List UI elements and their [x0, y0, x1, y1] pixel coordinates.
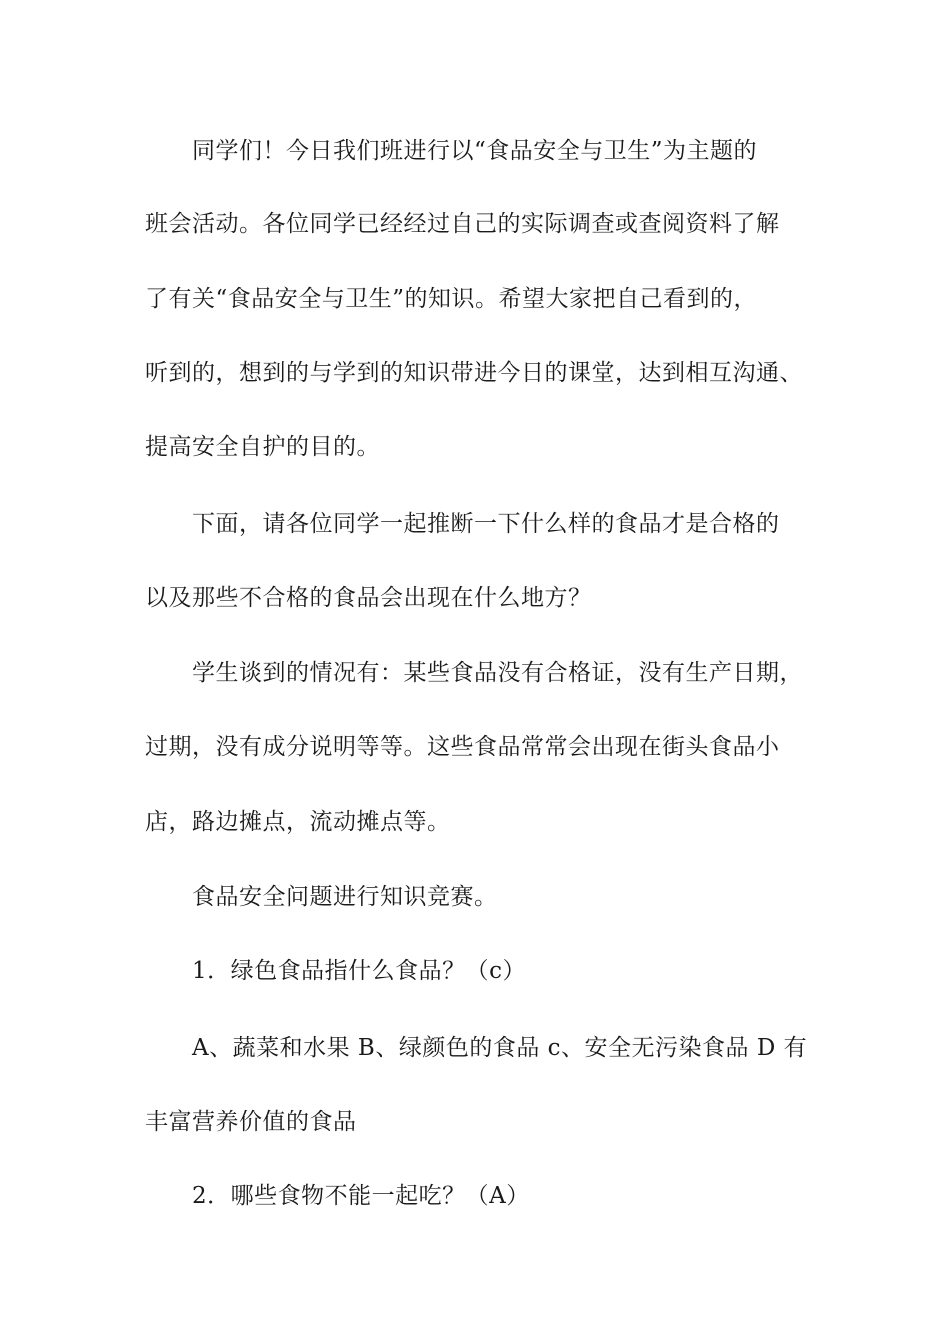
paragraph-3-line-3: 店，路边摊点，流动摊点等。 — [145, 809, 451, 835]
paragraph-4-line-1: 食品安全问题进行知识竞赛。 — [192, 884, 498, 910]
paragraph-1-line-4: 听到的，想到的与学到的知识带进今日的课堂，达到相互沟通、 — [145, 360, 803, 386]
paragraph-3-line-2: 过期，没有成分说明等等。这些食品常常会出现在街头食品小 — [145, 734, 780, 760]
question-2: 2．哪些食物不能一起吃？（A） — [192, 1183, 530, 1209]
question-1-options-line-1: A、蔬菜和水果 B、绿颜色的食品 c、安全无污染食品 D 有 — [192, 1035, 808, 1061]
question-1-options-line-2: 丰富营养价值的食品 — [145, 1109, 357, 1135]
question-1: 1．绿色食品指什么食品？（c） — [192, 958, 527, 984]
paragraph-1-line-1: 同学们！今日我们班进行以“食品安全与卫生”为主题的 — [192, 138, 758, 164]
paragraph-1-line-5: 提高安全自护的目的。 — [145, 434, 380, 460]
paragraph-2-line-1: 下面，请各位同学一起推断一下什么样的食品才是合格的 — [192, 511, 780, 537]
paragraph-3-line-1: 学生谈到的情况有：某些食品没有合格证，没有生产日期， — [192, 660, 803, 686]
paragraph-2-line-2: 以及那些不合格的食品会出现在什么地方？ — [145, 585, 592, 611]
paragraph-1-line-2: 班会活动。各位同学已经经过自己的实际调查或查阅资料了解 — [145, 211, 780, 237]
paragraph-1-line-3: 了有关“食品安全与卫生”的知识。希望大家把自己看到的， — [145, 286, 758, 312]
